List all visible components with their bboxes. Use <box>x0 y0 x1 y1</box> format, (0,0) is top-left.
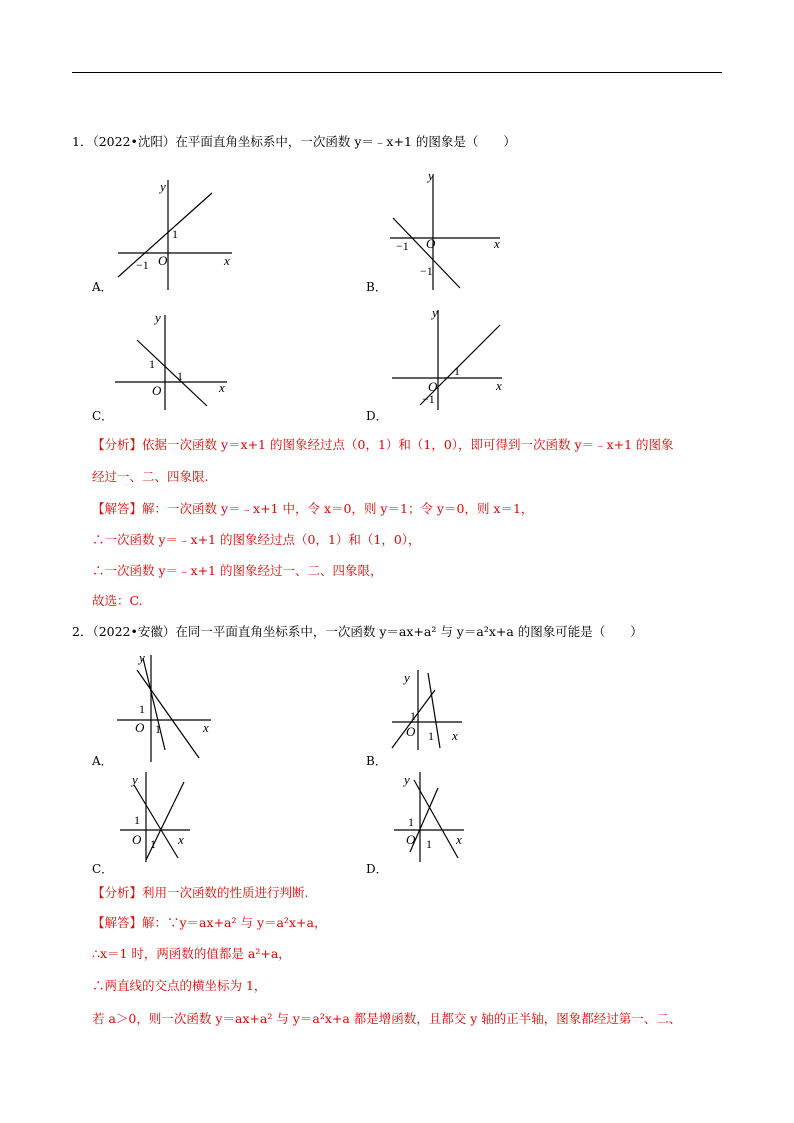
q1d-tick-1: 1 <box>454 364 460 378</box>
q1-stem: 1．（2022•沈阳）在平面直角坐标系中，一次函数 y＝﹣x+1 的图象是（ ） <box>72 134 516 149</box>
q2-solution-line-1: 【解答】解：∵y＝ax+a² 与 y＝a²x+a， <box>92 915 327 930</box>
q2d-tick-2: 1 <box>426 837 432 851</box>
q1a-tick-2: −1 <box>136 258 149 272</box>
q2-option-d[interactable]: D． <box>366 862 388 876</box>
q1c-tick-1: 1 <box>149 357 155 371</box>
q1c-origin: O <box>152 383 162 398</box>
q2c-tick-1: 1 <box>134 813 140 827</box>
q2-graph-a <box>115 650 215 765</box>
q2a-tick-1: 1 <box>139 702 145 716</box>
q1-solution-line-3: ∴一次函数 y＝﹣x+1 的图象经过一、二、四象限， <box>92 563 383 578</box>
q1-option-c[interactable]: C． <box>92 409 114 423</box>
q2d-y-label: y <box>404 772 410 787</box>
q1d-x-label: x <box>496 378 502 393</box>
q1a-y-label: y <box>160 179 166 194</box>
q1c-y-label: y <box>155 310 161 325</box>
q2c-y-label: y <box>132 772 138 787</box>
q1a-tick-1: 1 <box>172 227 178 241</box>
q2d-x-label: x <box>456 832 462 847</box>
q1b-tick-1: −1 <box>396 239 409 253</box>
q2-graph-c <box>118 770 208 865</box>
q1b-origin: O <box>426 236 436 251</box>
q2a-x-label: x <box>203 720 209 735</box>
q1-graph-a <box>110 175 240 295</box>
q2a-tick-2: 1 <box>155 722 161 736</box>
q1c-x-label: x <box>219 380 225 395</box>
q1-option-a[interactable]: A． <box>92 280 113 294</box>
q2-stem: 2．（2022•安徽）在同一平面直角坐标系中，一次函数 y＝ax+a² 与 y＝a²x+a 的图象可能是（ ） <box>72 624 643 639</box>
q2-solution-line-3: ∴两直线的交点的横坐标为 1， <box>92 978 267 993</box>
q2-option-b[interactable]: B． <box>366 754 387 768</box>
q2b-x-label: x <box>452 728 458 743</box>
q2b-origin: O <box>406 724 416 739</box>
q1d-tick-2: −1 <box>422 392 435 406</box>
q1-option-d[interactable]: D． <box>366 409 388 423</box>
q2d-tick-1: 1 <box>408 815 414 829</box>
q2a-origin: O <box>135 720 145 735</box>
q1-solution-line-2: ∴一次函数 y＝﹣x+1 的图象经过点（0，1）和（1，0）， <box>92 532 421 547</box>
q1a-origin: O <box>158 253 168 268</box>
q2a-y-label: y <box>139 650 145 665</box>
q1-graph-d <box>390 305 510 410</box>
q2b-tick-1: 1 <box>410 709 416 723</box>
q1d-origin: O <box>428 379 438 394</box>
q1c-tick-2: 1 <box>177 369 183 383</box>
q2-graph-b <box>390 668 480 753</box>
q1b-y-label: y <box>428 168 434 183</box>
q2b-y-label: y <box>404 670 410 685</box>
q1-option-b[interactable]: B． <box>366 280 387 294</box>
q2c-origin: O <box>132 832 142 847</box>
q2-solution-line-2: ∴x＝1 时，两函数的值都是 a²+a， <box>92 946 291 961</box>
q2d-origin: O <box>406 832 416 847</box>
q1-analysis-cont: 经过一、二、四象限. <box>92 469 209 484</box>
q2-analysis: 【分析】利用一次函数的性质进行判断. <box>92 885 309 900</box>
q2-option-c[interactable]: C． <box>92 862 114 876</box>
q2b-tick-2: 1 <box>428 729 434 743</box>
q2-graph-d <box>392 770 482 865</box>
q1d-y-label: y <box>432 305 438 320</box>
q1-analysis: 【分析】依据一次函数 y＝x+1 的图象经过点（0，1）和（1，0），即可得到一次函数 y＝﹣x+1 的图象 <box>92 437 674 452</box>
header-rule <box>72 72 722 73</box>
q1-graph-c <box>115 310 235 410</box>
q1b-x-label: x <box>494 236 500 251</box>
q2-option-a[interactable]: A． <box>92 754 113 768</box>
q1-solution-line-1: 【解答】解：一次函数 y＝﹣x+1 中，令 x＝0，则 y＝1；令 y＝0，则 x＝1， <box>92 501 534 516</box>
q2-solution-line-4: 若 a＞0，则一次函数 y＝ax+a² 与 y＝a²x+a 都是增函数，且都交 y 轴的正半轴，图象都经过第一、二、 <box>92 1011 682 1026</box>
q1a-x-label: x <box>224 253 230 268</box>
q2c-x-label: x <box>178 832 184 847</box>
q2c-tick-2: 1 <box>150 837 156 851</box>
q1-graph-b <box>388 170 518 295</box>
q1b-tick-2: −1 <box>420 264 433 278</box>
q1-answer: 故选：C. <box>92 593 143 608</box>
